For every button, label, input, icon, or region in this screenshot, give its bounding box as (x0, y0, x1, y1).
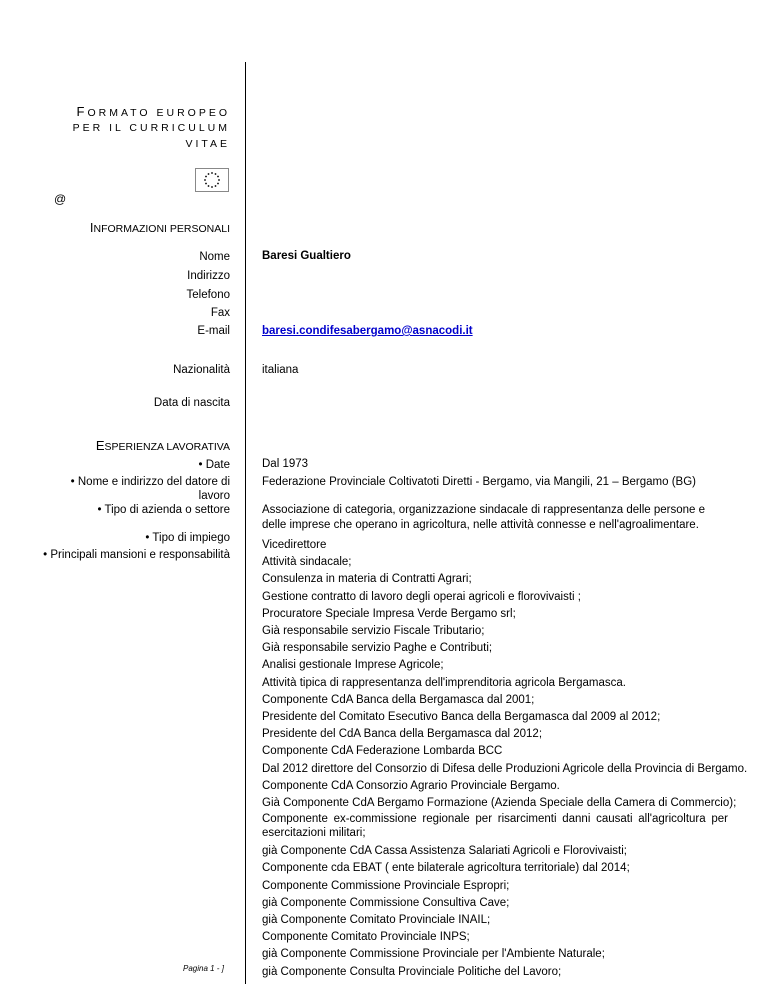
label-nazionalita: Nazionalità (173, 364, 230, 376)
list-item: già Componente CdA Cassa Assistenza Salariati Agricoli e Florovivaisti; (262, 845, 627, 858)
value-date: Dal 1973 (262, 458, 309, 470)
list-item: Componente ex-commissione regionale per risarcimenti danni causati all'agricoltura per esercitazioni militari; (262, 813, 728, 840)
list-item: Consulenza in materia di Contratti Agrari; (262, 573, 472, 586)
list-item: Attività tipica di rappresentanza dell'imprenditoria agricola Bergamasca. (262, 676, 626, 689)
label-nome: Nome (199, 251, 230, 263)
list-item: già Componente Commissione Consultiva Cave; (262, 896, 510, 909)
section-personal-info: INFORMAZIONI PERSONALI (89, 220, 230, 235)
cv-title-line3: VITAE (185, 138, 230, 150)
responsibilities-list (262, 537, 748, 981)
list-item: Già responsabile servizio Paghe e Contributi; (262, 642, 493, 655)
list-item: Già responsabile servizio Fiscale Tributario; (262, 625, 485, 638)
value-nome: Baresi Gualtiero (262, 250, 351, 262)
label-tipo-impiego: • Tipo di impiego (145, 532, 230, 544)
list-item: Presidente del Comitato Esecutivo Banca della Bergamasca dal 2009 al 2012; (262, 711, 661, 724)
eu-flag-icon (195, 168, 229, 192)
label-indirizzo: Indirizzo (187, 270, 230, 282)
list-item: Procuratore Speciale Impresa Verde Bergamo srl; (262, 607, 516, 620)
at-sign: @ (54, 192, 67, 206)
list-item: già Componente Comitato Provinciale INAIL; (262, 914, 491, 927)
list-item: Componente CdA Banca della Bergamasca dal 2001; (262, 693, 535, 706)
value-email-link[interactable]: baresi.condifesabergamo@asnacodi.it (262, 325, 473, 337)
label-mansioni: • Principali mansioni e responsabilità (43, 549, 230, 561)
list-item: Analisi gestionale Imprese Agricole; (262, 659, 444, 672)
list-item: Attività sindacale; (262, 556, 352, 569)
value-nazionalita: italiana (262, 364, 299, 376)
value-datore: Federazione Provinciale Coltivatoti Diretti - Bergamo, via Mangili, 21 – Bergamo (BG) (262, 476, 696, 488)
list-item: Componente Commissione Provinciale Espropri; (262, 879, 510, 892)
list-item: già Componente Commissione Provinciale per l'Ambiente Naturale; (262, 948, 605, 961)
list-item: Dal 2012 direttore del Consorzio di Difesa delle Produzioni Agricole della Provincia di Bergamo. (262, 762, 748, 775)
list-item: Componente CdA Consorzio Agrario Provinciale Bergamo. (262, 779, 560, 792)
page-footer: Pagina 1 - ] (183, 964, 224, 973)
label-fax: Fax (210, 307, 230, 319)
label-telefono: Telefono (186, 289, 230, 301)
label-tipo-azienda: • Tipo di azienda o settore (97, 504, 230, 516)
vertical-divider (245, 62, 246, 984)
section-work-experience: ESPERIENZA LAVORATIVA (95, 438, 230, 453)
label-email: E-mail (197, 325, 230, 337)
label-data-nascita: Data di nascita (153, 397, 230, 409)
list-item: Componente CdA Federazione Lombarda BCC (262, 745, 503, 758)
list-item: Gestione contratto di lavoro degli operai agricoli e florovivaisti ; (262, 590, 581, 603)
value-tipo-azienda: Associazione di categoria, organizzazione sindacale di rappresentanza delle persone e delle imprese che operano in agricoltura, nelle attività connesse e nell'agroalimentare. (262, 504, 706, 531)
label-date: • Date (198, 459, 230, 471)
list-item: Presidente del CdA Banca della Bergamasca dal 2012; (262, 728, 543, 741)
label-datore: • Nome e indirizzo del datore di lavoro (70, 476, 230, 502)
cv-title-line1: FORMATO EUROPEO (76, 104, 230, 119)
cv-title-line2: PER IL CURRICULUM (72, 122, 230, 134)
list-item: Componente cda EBAT ( ente bilaterale agricoltura territoriale) dal 2014; (262, 862, 630, 875)
list-item: già Componente Consulta Provinciale Politiche del Lavoro; (262, 965, 562, 978)
list-item: Già Componente CdA Bergamo Formazione (Azienda Speciale della Camera di Commercio); (262, 797, 737, 810)
list-item: Componente Comitato Provinciale INPS; (262, 931, 470, 944)
list-item: Vicedirettore (262, 539, 327, 551)
